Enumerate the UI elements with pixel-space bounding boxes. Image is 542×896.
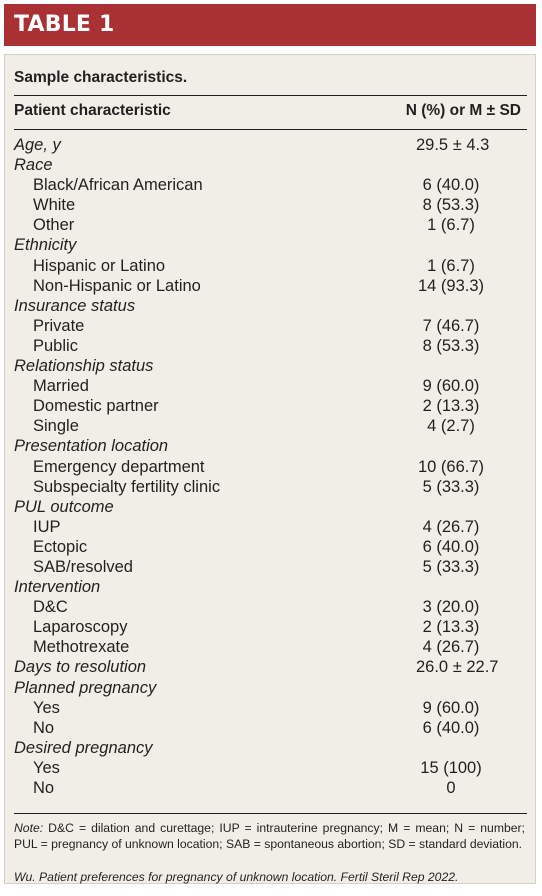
table-row (5, 296, 537, 316)
category-label: Presentation location (14, 437, 169, 456)
row-label: IUP (33, 517, 61, 536)
row-value: 0 (446, 779, 456, 797)
table-row (5, 396, 537, 416)
row-value: 4 (26.7) (422, 517, 480, 536)
row-value: 26.0 ± 22.7 (416, 658, 499, 677)
row-value: 1 (6.7) (427, 256, 475, 275)
table-row (5, 718, 537, 738)
table-row (5, 195, 537, 215)
row-value: 6 (40.0) (422, 718, 480, 737)
row-value: 29.5 ± 4.3 (416, 136, 490, 154)
table-row (5, 617, 537, 637)
category-label: Age, y (14, 136, 61, 154)
category-label: Days to resolution (14, 658, 147, 677)
table-row (5, 436, 537, 456)
row-label: Domestic partner (33, 397, 159, 416)
table-row (5, 215, 537, 235)
row-label: Non-Hispanic or Latino (33, 276, 201, 295)
table-row (5, 597, 537, 617)
header-top-rule (14, 95, 527, 96)
row-label: Yes (33, 758, 60, 777)
row-label: Laparoscopy (33, 618, 128, 637)
column-header-value: N (%) or M ± SD (405, 102, 521, 119)
row-value: 9 (60.0) (422, 377, 480, 396)
table-row (5, 416, 537, 436)
table-row (5, 175, 537, 195)
category-label: Ethnicity (14, 236, 77, 255)
row-label: D&C (33, 598, 68, 617)
table-row (5, 698, 537, 718)
table-row (5, 336, 537, 356)
table-row (5, 155, 537, 175)
table-bottom-rule (14, 813, 527, 814)
category-label: Relationship status (14, 357, 154, 376)
table-row (5, 678, 537, 698)
table-banner: TABLE 1 (4, 4, 536, 46)
row-label: Married (33, 377, 89, 396)
category-label: Race (14, 156, 53, 175)
row-value: 3 (20.0) (422, 598, 480, 617)
category-label: Intervention (14, 578, 101, 597)
category-label: Planned pregnancy (14, 678, 157, 697)
table-caption: Sample characteristics. (14, 69, 188, 86)
row-label: Hispanic or Latino (33, 256, 166, 275)
table-row (5, 778, 537, 798)
row-label: Single (33, 417, 79, 436)
row-label: Emergency department (33, 457, 205, 476)
category-label: Insurance status (14, 296, 136, 315)
table-row (5, 276, 537, 296)
table-row (5, 477, 537, 497)
table-row (5, 537, 537, 557)
row-label: No (33, 718, 55, 737)
row-value: 8 (53.3) (422, 196, 480, 215)
row-label: Methotrexate (33, 638, 130, 657)
row-label: Public (33, 336, 78, 355)
row-value: 6 (40.0) (422, 176, 480, 195)
table-row (5, 316, 537, 336)
table-note (14, 821, 525, 852)
row-value: 8 (53.3) (422, 336, 480, 355)
row-value: 2 (13.3) (422, 618, 480, 637)
header-bottom-rule (14, 129, 527, 130)
row-value: 4 (2.7) (427, 417, 475, 436)
table-row (5, 376, 537, 396)
row-value: 7 (46.7) (422, 316, 480, 335)
table-row (5, 256, 537, 276)
row-value: 5 (33.3) (422, 557, 480, 576)
row-value: 2 (13.3) (422, 397, 480, 416)
row-value: 1 (6.7) (427, 216, 475, 235)
table-citation: Wu. Patient preferences for pregnancy of unknown location. Fertil Steril Rep 2022. (14, 870, 459, 884)
row-label: Subspecialty fertility clinic (33, 477, 221, 496)
row-label: Other (33, 216, 75, 235)
table-row (5, 657, 537, 677)
table-row (5, 577, 537, 597)
table-row (5, 135, 537, 155)
row-label: Yes (33, 698, 60, 717)
row-value: 6 (40.0) (422, 537, 480, 556)
note-label: Note: (14, 821, 44, 835)
table-row (5, 517, 537, 537)
row-value: 9 (60.0) (422, 698, 480, 717)
column-header-characteristic: Patient characteristic (14, 102, 171, 119)
table-row (5, 457, 537, 477)
row-label: Private (33, 316, 85, 335)
row-label: Black/African American (33, 176, 203, 195)
category-label: PUL outcome (14, 497, 114, 516)
row-label: No (33, 779, 55, 797)
table-row (5, 497, 537, 517)
table-row (5, 356, 537, 376)
table-row (5, 637, 537, 657)
row-value: 4 (26.7) (422, 638, 480, 657)
table-row (5, 738, 537, 758)
row-label: White (33, 196, 76, 215)
table-row (5, 235, 537, 255)
table-body (5, 135, 537, 798)
row-value: 15 (100) (420, 758, 482, 777)
row-value: 14 (93.3) (417, 276, 485, 295)
table-row (5, 758, 537, 778)
category-label: Desired pregnancy (14, 738, 153, 757)
row-label: SAB/resolved (33, 557, 133, 576)
table-figure (4, 4, 536, 884)
row-value: 10 (66.7) (417, 457, 485, 476)
row-value: 5 (33.3) (422, 477, 480, 496)
table-row (5, 557, 537, 577)
table-panel (4, 54, 536, 884)
note-text: D&C = dilation and curettage; IUP = intrauterine pregnancy; M = mean; N = number; PUL = pregnancy of unknown location; SAB = spontaneous abortion; SD = standard deviation. (14, 821, 525, 851)
row-label: Ectopic (33, 537, 88, 556)
